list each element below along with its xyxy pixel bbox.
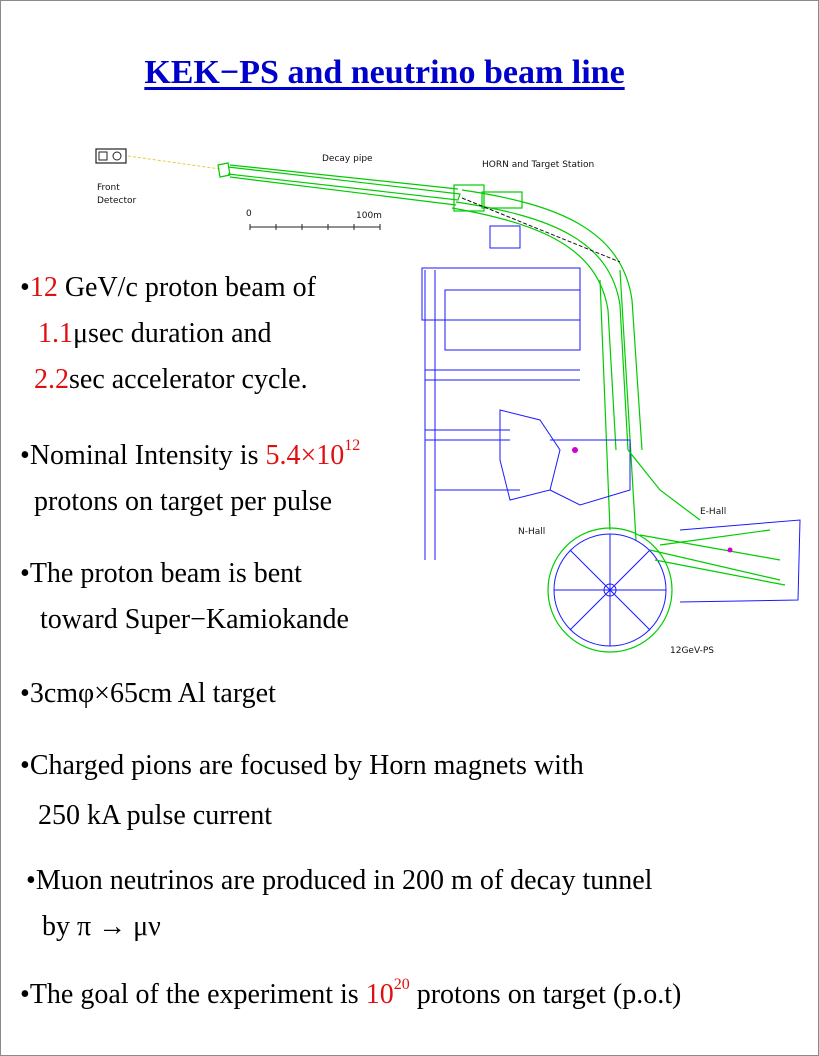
- bullet-beam-energy: [20, 265, 316, 403]
- intensity-value: [265, 437, 361, 471]
- bullet-dot: •: [20, 750, 30, 781]
- goal-text: The goal of the experiment is: [29, 979, 366, 1010]
- cycle-text: sec accelerator cycle.: [69, 364, 308, 395]
- bullet-horn-line1: [20, 743, 584, 789]
- bullet-dot: •: [20, 678, 30, 709]
- intensity-exponent: 12: [344, 437, 361, 454]
- bullet-beam-energy-line3: [20, 357, 316, 403]
- beam-bend-text: The proton beam is bent: [29, 558, 302, 589]
- bullet-beam-energy-line2: [20, 311, 316, 357]
- bullet-decay-line2: by π → μν: [42, 911, 161, 942]
- bullet-dot: •: [20, 979, 30, 1010]
- bullet-dot: •: [20, 272, 30, 303]
- scale-bar: [250, 224, 380, 230]
- cycle-value: 2.2: [34, 364, 69, 395]
- duration-text: μsec duration and: [73, 318, 272, 349]
- bullet-goal: [20, 972, 681, 1018]
- bullet-intensity-line1: [20, 433, 360, 479]
- front-detector-label-line2: Detector: [97, 196, 137, 206]
- front-detector-icon: [96, 149, 126, 163]
- bullet-dot: •: [26, 865, 36, 896]
- bullet-target: [20, 671, 276, 717]
- goal-mantissa: 10: [365, 979, 394, 1010]
- slide-title: KEK−PS and neutrino beam line: [144, 54, 625, 91]
- bullet-beam-bend-line2: toward Super−Kamiokande: [40, 604, 349, 635]
- bullet-intensity: [20, 433, 360, 525]
- bullet-beam-bend: [20, 551, 349, 643]
- target-text: 3cmφ×65cm Al target: [29, 678, 276, 709]
- goal-value: [365, 976, 410, 1010]
- beam-energy-text: GeV/c proton beam of: [57, 272, 316, 303]
- horn-station-label: HORN and Target Station: [482, 160, 595, 170]
- bullet-horn: [20, 743, 584, 839]
- horn-text: Charged pions are focused by Horn magnets with: [29, 750, 584, 781]
- e-hall-beamlines: [628, 450, 785, 585]
- decay-text: Muon neutrinos are produced in 200 m of decay tunnel: [35, 865, 653, 896]
- goal-suffix: protons on target (p.o.t): [409, 979, 682, 1010]
- goal-exponent: 20: [393, 976, 410, 993]
- ps-ring-shape: [548, 528, 672, 652]
- bullet-dot: •: [20, 440, 30, 471]
- beam-axis-line: [128, 156, 220, 169]
- scale-zero-label: 0: [246, 209, 252, 219]
- building-outlines: [422, 226, 800, 602]
- bullet-horn-line2: 250 kA pulse current: [38, 800, 273, 831]
- intensity-text: Nominal Intensity is: [29, 440, 266, 471]
- e-hall-label: E-Hall: [700, 507, 727, 517]
- duration-value: 1.1: [38, 318, 73, 349]
- beam-energy-value: 12: [29, 272, 58, 303]
- bullet-decay-line1: [26, 858, 652, 904]
- front-detector-label-line1: Front: [97, 183, 120, 193]
- n-hall-label: N-Hall: [518, 527, 546, 537]
- intensity-mantissa: 5.4×10: [265, 440, 345, 471]
- bullet-dot: •: [20, 558, 30, 589]
- scale-end-label: 100m: [356, 211, 382, 221]
- bullet-beam-bend-line1: [20, 551, 349, 597]
- bullet-intensity-line2: protons on target per pulse: [34, 486, 333, 517]
- ps-label: 12GeV-PS: [670, 646, 714, 656]
- decay-pipe-label: Decay pipe: [322, 154, 373, 164]
- bullet-decay: [26, 858, 652, 950]
- bullet-beam-energy-line1: [20, 265, 316, 311]
